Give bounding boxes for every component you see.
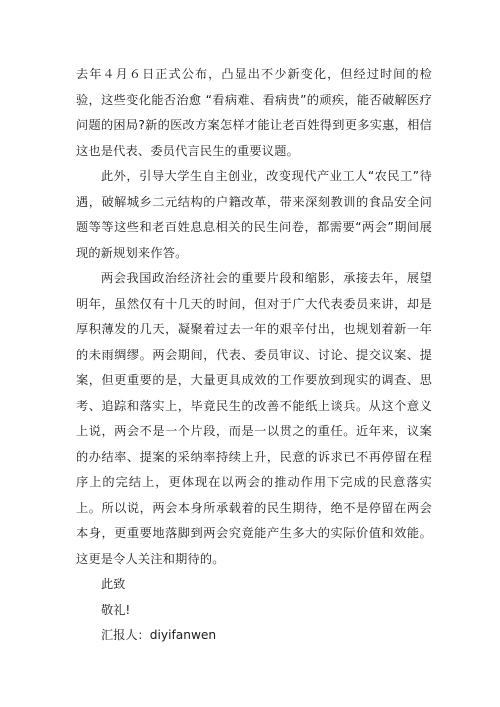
closing-regards: 敬礼! <box>101 602 131 617</box>
paragraph-livelihood-issues: 此外，引导大学生自主创业，改变现代产业工人“农民工”待遇，破解城乡二元结构的户籍改革，带来深刻教训的食品安全问题等等这些和老百姓息息相关的民生问卷，都需要“两会”期间展现的新规划来作答。 <box>76 169 432 260</box>
paragraph-two-sessions: 两会我国政治经济社会的重要片段和缩影，承接去年，展望明年，虽然仅有十几天的时间，但对于广大代表委员来讲，却是厚积薄发的几天，凝聚着过去一年的艰辛付出，也规划着新一年的未雨绸缪。两会期间，代表、委员审议、讨论、提交议案、提案，但更重要的是，大量更具成效的工作要放到现实的调查、思考、追踪和落实上，毕竟民生的改善不能纸上谈兵。从这个意义上说，两会不是一个片段，而是一以贯之的重任。近年来，议案的办结率、提案的采纳率持续上升，民意的诉求已不再停留在程序上的完结上，更体现在以两会的推动作用下完成的民意落实上。所以说，两会本身所承载着的民生期待，绝不是停留在两会本身，更重要地落脚到两会究竟能产生多大的实际价值和效能。这更是令人关注和期待的。 <box>76 271 432 566</box>
reporter-signature: 汇报人：diyifanwen <box>101 628 217 642</box>
document-body <box>76 62 432 649</box>
paragraph-healthcare-reform: 去年４月６日正式公布，凸显出不少新变化，但经过时间的检验，这些变化能否治愈 “看病难、看病贵”的顽疾，能否破解医疗问题的困局?新的医改方案怎样才能让老百姓得到更多实惠，相信这也是代表、委员代言民生的重要议题。 <box>76 67 432 158</box>
closing-salutation: 此致 <box>101 577 126 591</box>
